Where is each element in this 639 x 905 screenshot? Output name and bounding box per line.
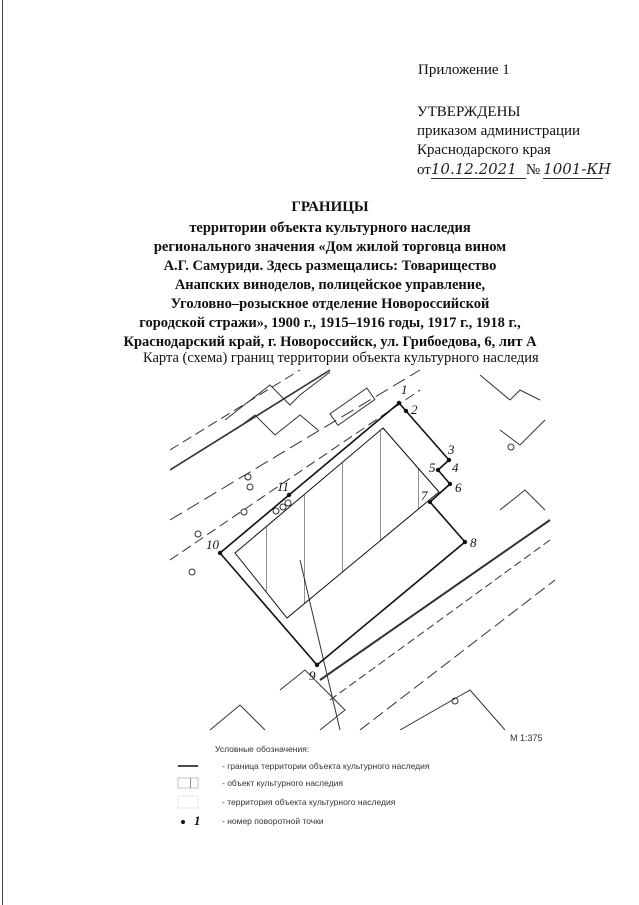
point-label: 8 xyxy=(470,535,477,550)
point-label: 10 xyxy=(206,537,219,552)
title-line: А.Г. Самуриди. Здесь размещались: Товарищество xyxy=(163,258,497,274)
number-sign: № xyxy=(525,162,541,178)
point-label: 2 xyxy=(411,402,418,417)
map-scale: М 1:375 xyxy=(510,733,543,743)
handwritten-date: 10.12.2021 xyxy=(431,160,526,179)
title-line: регионального значения «Дом жилой торговца вином xyxy=(153,239,507,255)
point-label: 3 xyxy=(448,442,455,457)
point-label: 6 xyxy=(455,480,462,495)
title-line: Анапских виноделов, полицейское управление, xyxy=(174,277,486,293)
map-caption: Карта (схема) границ территории объекта культурного наследия xyxy=(143,350,539,366)
title-line: Краснодарский край, г. Новороссийск, ул. Грибоедова, 6, лит А xyxy=(123,334,537,350)
legend-point-number: 1 xyxy=(194,813,201,828)
document-title: ГРАНИЦЫ xyxy=(291,199,369,215)
title-line: Уголовно–розыскное отделение Новороссийской xyxy=(170,296,490,312)
point-label: 9 xyxy=(309,668,316,683)
legend-title: Условные обозначения: xyxy=(215,744,310,754)
legend-item: - территория объекта культурного наследия xyxy=(222,797,396,807)
handwritten-number: 1001-КН xyxy=(543,160,612,178)
title-line: территории объекта культурного наследия xyxy=(189,220,471,236)
legend-item: - объект культурного наследия xyxy=(222,778,343,788)
point-label: 4 xyxy=(452,460,459,475)
from-label: от xyxy=(417,162,431,178)
title-line: городской стражи», 1900 г., 1915–1916 годы, 1917 г., 1918 г., xyxy=(139,315,521,331)
point-label: 5 xyxy=(429,460,436,475)
approval-line3: Краснодарского края xyxy=(417,142,551,158)
point-label: 11 xyxy=(277,479,290,494)
approval-line2: приказом администрации xyxy=(417,123,581,139)
legend-territory-symbol xyxy=(178,796,198,808)
legend-item: - номер поворотной точки xyxy=(222,816,324,826)
legend-item: - граница территории объекта культурного наследия xyxy=(222,761,430,771)
point-label: 7 xyxy=(421,488,428,503)
legend-object-symbol xyxy=(178,778,198,788)
legend-point-symbol xyxy=(181,820,185,824)
approval-heading: УТВЕРЖДЕНЫ xyxy=(417,104,521,120)
point-label: 1 xyxy=(401,382,408,397)
appendix-label: Приложение 1 xyxy=(418,62,510,78)
